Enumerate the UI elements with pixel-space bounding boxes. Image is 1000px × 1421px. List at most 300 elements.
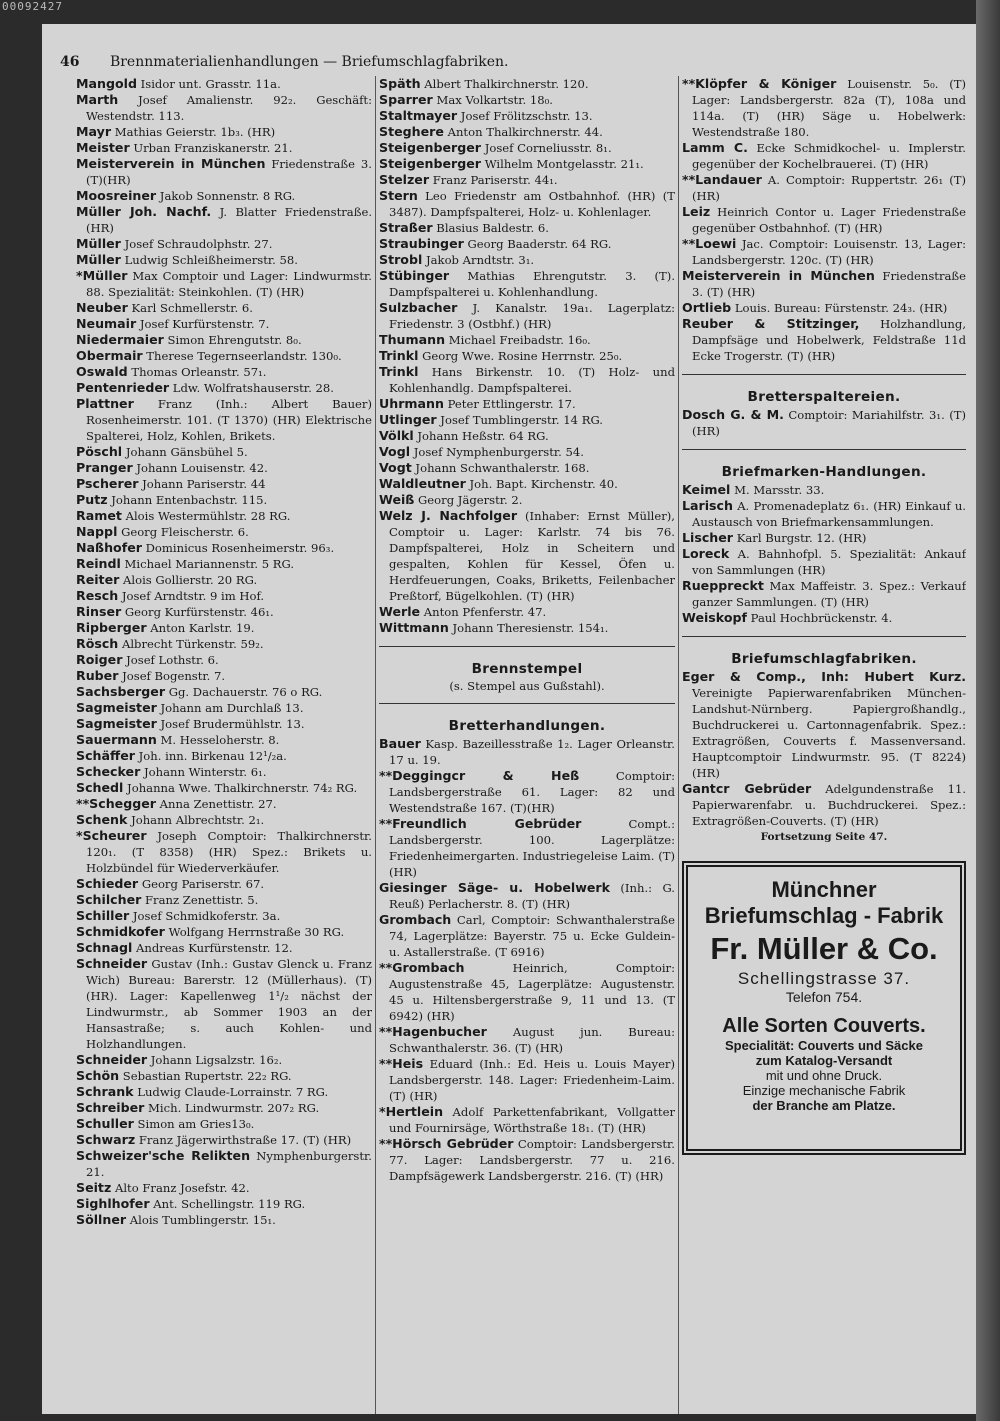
entry-details: Mich. Lindwurmstr. 207₂ RG. — [144, 1101, 320, 1115]
entry-name: Strobl — [379, 252, 423, 267]
entry-details: (Inhaber: Ernst Müller), Comptoir u. Lager: Karlstr. 74 bis 76. Dampfspalterei, Holz in Scheitern und gespalten, Kohlen für Kessel, Öfen u. Herdfeuerungen, Coaks, Briketts, Feilenbacher Preßtorf, Bügelkohlen. (T) (HR) — [389, 509, 675, 603]
directory-entry — [379, 332, 675, 348]
entry-details: Heinrich, Comptoir: Augustenstraße 45, Lagerplätze: Augustenstr. 45 u. Hiltensbergerstraße 9, 11 und 13. (T 6942) (HR) — [389, 961, 675, 1023]
page-number: 46 — [60, 54, 80, 70]
directory-entry — [76, 748, 372, 764]
directory-entry — [76, 396, 372, 444]
page-header — [60, 54, 960, 76]
entry-name: Reiter — [76, 572, 120, 587]
entry-details: Heinrich Contor u. Lager Friedenstraße gegenüber Ostbahnhof. (T) (HR) — [692, 205, 966, 235]
entry-details: Simon am Gries13₀. — [133, 1117, 255, 1131]
entry-details: Max Volkartstr. 18₀. — [432, 93, 553, 107]
directory-entry — [682, 482, 966, 498]
entry-details: Thomas Orleanstr. 57₁. — [127, 365, 267, 379]
entry-name: Reindl — [76, 556, 121, 571]
directory-entry — [76, 588, 372, 604]
entry-name: Pscherer — [76, 476, 139, 491]
entry-list — [682, 76, 966, 364]
entry-details: Dominicus Rosenheimerstr. 96₃. — [141, 541, 335, 555]
entry-details: Michael Mariannenstr. 5 RG. — [120, 557, 295, 571]
directory-entry — [682, 268, 966, 300]
entry-details: Josef Frölitzschstr. 13. — [457, 109, 593, 123]
entry-name: Naßhofer — [76, 540, 142, 555]
entry-details: Sebastian Rupertstr. 22₂ RG. — [119, 1069, 292, 1083]
directory-entry — [76, 876, 372, 892]
entry-name: Moosreiner — [76, 188, 157, 203]
entry-details: Georg Wwe. Rosine Herrnstr. 25₀. — [418, 349, 623, 363]
entry-details: M. Hesseloherstr. 8. — [156, 733, 280, 747]
entry-details: Hans Birkenstr. 10. (T) Holz- und Kohlenhandlg. Dampfspalterei. — [389, 365, 675, 395]
directory-entry — [379, 960, 675, 1024]
entry-details: Peter Ettlingerstr. 17. — [443, 397, 576, 411]
continuation-note: Fortsetzung Seite 47. — [760, 831, 888, 843]
entry-details: Georg Jägerstr. 2. — [414, 493, 523, 507]
directory-entry — [76, 524, 372, 540]
entry-details: Alois Tumblingerstr. 15₁. — [126, 1213, 276, 1227]
entry-name: Lamm C. — [682, 140, 748, 155]
directory-entry — [76, 668, 372, 684]
directory-entry — [76, 1100, 372, 1116]
entry-name: Sagmeister — [76, 700, 157, 715]
entry-list — [682, 482, 966, 626]
directory-entry — [76, 620, 372, 636]
directory-entry — [379, 444, 675, 460]
page-title: Brennmaterialienhandlungen — Briefumschlagfabriken. — [109, 54, 509, 70]
entry-name: Schnagl — [76, 940, 133, 955]
entry-details: Leo Friedenstr am Ostbahnhof. (HR) (T 3487). Dampfspalterei, Holz- u. Kohlenlager. — [389, 189, 675, 219]
directory-entry — [76, 508, 372, 524]
ad-line: Einzige mechanische Fabrik — [742, 1083, 906, 1098]
entry-name: **Hagenbucher — [379, 1024, 487, 1039]
directory-entry — [76, 796, 372, 812]
entry-details: Joh. Bapt. Kirchenstr. 40. — [465, 477, 618, 491]
entry-name: **Heis — [379, 1056, 424, 1071]
entry-details: Anton Thalkirchnerstr. 44. — [443, 125, 603, 139]
directory-entry — [76, 652, 372, 668]
directory-entry — [682, 204, 966, 236]
entry-name: Schneider — [76, 1052, 148, 1067]
entry-name: Welz J. Nachfolger — [379, 508, 518, 523]
directory-entry — [682, 316, 966, 364]
directory-entry — [379, 736, 675, 768]
entry-details: Therese Tegernseerlandstr. 130₀. — [142, 349, 342, 363]
entry-details: Johann am Durchlaß 13. — [156, 701, 304, 715]
entry-details: Josef Tumblingerstr. 14 RG. — [436, 413, 603, 427]
entry-details: Friedenstraße 3. (T)(HR) — [86, 157, 372, 187]
directory-entry — [379, 604, 675, 620]
directory-entry — [682, 610, 966, 626]
entry-details: Wolfgang Herrnstraße 30 RG. — [164, 925, 345, 939]
entry-details: Jakob Arndtstr. 3₁. — [422, 253, 535, 267]
entry-name: Marth — [76, 92, 119, 107]
section-title-brennstempel: Brennstempel — [471, 661, 583, 677]
entry-name: Müller — [76, 236, 121, 251]
entry-details: Comptoir: Landsbergerstraße 61. Lager: 82 und Westendstraße 167. (T)(HR) — [389, 769, 675, 815]
directory-entry — [76, 556, 372, 572]
entry-name: Mayr — [76, 124, 112, 139]
book-edge — [976, 0, 1000, 1421]
column-left — [76, 76, 372, 1228]
entry-name: Schweizer'sche Relikten — [76, 1148, 251, 1163]
entry-name: Ramet — [76, 508, 122, 523]
entry-name: Vogt — [379, 460, 412, 475]
directory-entry — [379, 620, 675, 636]
directory-entry — [379, 188, 675, 220]
directory-entry — [76, 364, 372, 380]
section-title-bretterhandlungen: Bretterhandlungen. — [448, 718, 606, 734]
entry-name: Völkl — [379, 428, 414, 443]
entry-name: Steigenberger — [379, 156, 482, 171]
directory-entry — [76, 764, 372, 780]
entry-details: Kasp. Bazeillesstraße 1₂. Lager Orleanstr. 17 u. 19. — [389, 737, 675, 767]
entry-details: Ludwig Claude-Lorrainstr. 7 RG. — [133, 1085, 329, 1099]
entry-name: Rinser — [76, 604, 122, 619]
entry-details: M. Marsstr. 33. — [730, 483, 825, 497]
entry-details: Albert Thalkirchnerstr. 120. — [420, 77, 589, 91]
entry-name: Müller — [76, 252, 121, 267]
ad-address: Schellingstrasse 37. — [737, 969, 911, 988]
entry-name: Leiz — [682, 204, 711, 219]
section-divider — [682, 374, 966, 375]
directory-entry — [76, 1180, 372, 1196]
entry-details: Franz (Inh.: Albert Bauer) Rosenheimerstr. 101. (T 1370) (HR) Elektrische Spalterei, Holz, Kohlen, Brikets. — [86, 397, 372, 443]
directory-entry — [379, 156, 675, 172]
directory-entry — [76, 380, 372, 396]
directory-entry — [682, 236, 966, 268]
entry-name: Sachsberger — [76, 684, 166, 699]
section-title-bretterspaltereien: Bretterspaltereien. — [747, 389, 901, 405]
entry-name: Lischer — [682, 530, 734, 545]
entry-details: Franz Jägerwirthstraße 17. (T) (HR) — [135, 1133, 352, 1147]
entry-name: Schiller — [76, 908, 130, 923]
entry-name: Stelzer — [379, 172, 430, 187]
entry-name: Reuber & Stitzinger, — [682, 316, 860, 331]
entry-name: Rösch — [76, 636, 119, 651]
directory-entry — [76, 236, 372, 252]
directory-entry — [76, 300, 372, 316]
entry-details: Mathias Ehrengutstr. 3. (T). Dampfspalterei u. Kohlenhandlung. — [389, 269, 675, 299]
entry-name: **Loewi — [682, 236, 737, 251]
directory-entry — [379, 492, 675, 508]
entry-name: Ruber — [76, 668, 119, 683]
entry-details: Josef Lothstr. 6. — [122, 653, 219, 667]
directory-entry — [76, 76, 372, 92]
entry-name: Sparrer — [379, 92, 433, 107]
entry-details: Josef Bogenstr. 7. — [118, 669, 226, 683]
directory-entry — [682, 546, 966, 578]
entry-name: **Hörsch Gebrüder — [379, 1136, 514, 1151]
entry-details: Josef Schraudolphstr. 27. — [120, 237, 273, 251]
entry-details: Alois Gollierstr. 20 RG. — [119, 573, 258, 587]
entry-details: Johann Ligsalzstr. 16₂. — [147, 1053, 283, 1067]
directory-entry — [76, 1068, 372, 1084]
entry-name: Niedermaier — [76, 332, 164, 347]
directory-entry — [76, 540, 372, 556]
entry-details: Mathias Geierstr. 1b₃. (HR) — [111, 125, 276, 139]
section-divider — [682, 449, 966, 450]
directory-entry — [379, 300, 675, 332]
entry-name: Waldleutner — [379, 476, 466, 491]
column-divider — [375, 76, 376, 1414]
directory-entry — [379, 364, 675, 396]
entry-name: Vogl — [379, 444, 411, 459]
directory-page — [42, 24, 976, 1414]
entry-details: Comptoir: Mariahilfstr. 3₁. (T) (HR) — [692, 408, 966, 438]
section-title-briefmarken: Briefmarken-Handlungen. — [721, 464, 927, 480]
directory-entry — [76, 444, 372, 460]
entry-details: Gg. Dachauerstr. 76 o RG. — [165, 685, 323, 699]
directory-entry — [76, 684, 372, 700]
entry-details: Adolf Parkettenfabrikant, Vollgatter und Fournirsäge, Wörthstraße 18₁. (T) (HR) — [389, 1105, 675, 1135]
entry-details: Josef Kurfürstenstr. 7. — [136, 317, 270, 331]
entry-name: Schedl — [76, 780, 124, 795]
entry-details: (Inh.: G. Reuß) Perlacherstr. 8. (T) (HR) — [389, 881, 675, 911]
entry-details: Simon Ehrengutstr. 8₀. — [163, 333, 302, 347]
entry-list — [379, 736, 675, 1184]
entry-name: Söllner — [76, 1212, 127, 1227]
directory-entry — [76, 1148, 372, 1180]
entry-name: Stübinger — [379, 268, 450, 283]
directory-entry — [76, 812, 372, 828]
directory-entry — [682, 172, 966, 204]
directory-entry — [379, 1104, 675, 1136]
entry-details: Andreas Kurfürstenstr. 12. — [132, 941, 293, 955]
entry-details: Joseph Comptoir: Thalkirchnerstr. 120₁. (T 8358) (HR) Spez.: Brikets u. Holzbündel für Wiederverkäufer. — [86, 829, 372, 875]
entry-name: Schreiber — [76, 1100, 145, 1115]
entry-name: Staltmayer — [379, 108, 458, 123]
directory-entry — [76, 268, 372, 300]
directory-entry — [76, 732, 372, 748]
entry-details: Josef Schmidkoferstr. 3a. — [129, 909, 281, 923]
entry-name: Pöschl — [76, 444, 123, 459]
entry-details: Josef Amalienstr. 92₂. Geschäft: Westendstr. 113. — [86, 93, 372, 123]
entry-details: Vereinigte Papierwarenfabriken München-Landshut-Nürnberg. Papiergroßhandlg., Buchdruckerei u. Cartonnagenfabrik. Spez.: Extragrößen, Couverts f. Massenversand. Hauptcomptoir Lindwurmstr. 95. (T 8224) (HR) — [692, 686, 966, 780]
entry-details: Johann Theresienstr. 154₁. — [448, 621, 609, 635]
directory-entry — [682, 407, 966, 439]
entry-name: Grombach — [379, 912, 452, 927]
entry-details: Johann Pariserstr. 44 — [138, 477, 266, 491]
directory-entry — [682, 140, 966, 172]
entry-name: Neumair — [76, 316, 137, 331]
entry-details: Georg Kurfürstenstr. 46₁. — [121, 605, 274, 619]
directory-entry — [76, 204, 372, 236]
entry-name: Mangold — [76, 76, 137, 91]
entry-list — [682, 669, 966, 829]
ad-phone: Telefon 754. — [785, 989, 863, 1005]
directory-entry — [682, 669, 966, 781]
directory-entry — [682, 498, 966, 530]
directory-entry — [76, 492, 372, 508]
directory-entry — [379, 108, 675, 124]
entry-details: Albrecht Türkenstr. 59₂. — [118, 637, 264, 651]
entry-name: Weiskopf — [682, 610, 747, 625]
entry-details: Anton Pfenferstr. 47. — [420, 605, 547, 619]
directory-entry — [379, 1024, 675, 1056]
entry-details: Johann Schwanthalerstr. 168. — [411, 461, 590, 475]
entry-details: August jun. Bureau: Schwanthalerstr. 36. (T) (HR) — [389, 1025, 675, 1055]
entry-details: Jac. Comptoir: Louisenstr. 13, Lager: Landsbergerstr. 120c. (T) (HR) — [692, 237, 966, 267]
entry-details: A. Comptoir: Ruppertstr. 26₁ (T) (HR) — [692, 173, 966, 203]
advertisement-box — [682, 861, 966, 1155]
ad-headline: Alle Sorten Couverts. — [722, 1015, 926, 1037]
entry-name: Meisterverein in München — [76, 156, 266, 171]
entry-name: Meister — [76, 140, 130, 155]
entry-details: Johann Albrechtstr. 2₁. — [127, 813, 265, 827]
ad-line: Münchner — [771, 877, 877, 902]
entry-details: Blasius Baldestr. 6. — [432, 221, 549, 235]
entry-details: Comptoir: Landsbergerstr. 77. Lager: Landsbergerstr. 77 u. 216. Dampfsägewerk Landsbergerstr. 216. (T) (HR) — [389, 1137, 675, 1183]
entry-list — [379, 76, 675, 636]
directory-entry — [379, 1056, 675, 1104]
entry-name: Dosch G. & M. — [682, 407, 784, 422]
entry-name: Pranger — [76, 460, 133, 475]
entry-name: **Deggingcr & Heß — [379, 768, 580, 783]
directory-entry — [76, 476, 372, 492]
entry-name: Eger & Comp., Inh: Hubert Kurz. — [682, 669, 966, 684]
entry-name: Schrank — [76, 1084, 134, 1099]
directory-entry — [379, 92, 675, 108]
entry-name: Schecker — [76, 764, 141, 779]
entry-details: A. Bahnhofpl. 5. Spezialität: Ankauf von Sammlungen (HR) — [692, 547, 966, 577]
section-divider — [379, 646, 675, 647]
directory-entry — [76, 1196, 372, 1212]
scan-id-label: 00092427 — [2, 0, 63, 13]
entry-name: **Schegger — [76, 796, 156, 811]
entry-details: J. Blatter Friedenstraße. (HR) — [86, 205, 372, 235]
directory-entry — [76, 1084, 372, 1100]
entry-details: Urban Franziskanerstr. 21. — [129, 141, 293, 155]
entry-name: Ortlieb — [682, 300, 732, 315]
ad-line: Specialität: Couverts und Säcke — [725, 1038, 923, 1053]
entry-details: Johann Gänsbühel 5. — [122, 445, 248, 459]
entry-details: Wilhelm Montgelasstr. 21₁. — [481, 157, 644, 171]
entry-details: Max Maffeistr. 3. Spez.: Verkauf ganzer Sammlungen. (T) (HR) — [692, 579, 966, 609]
entry-name: Ripberger — [76, 620, 147, 635]
entry-details: Carl, Comptoir: Schwanthalerstraße 74, Lagerplätze: Bayerstr. 75 u. Ecke Guldein- u. Astallerstraße. (T 6916) — [389, 913, 675, 959]
entry-details: Nymphenburgerstr. 21. — [86, 1149, 372, 1179]
entry-details: Ludwig Schleißheimerstr. 58. — [120, 253, 298, 267]
directory-entry — [379, 172, 675, 188]
entry-name: Späth — [379, 76, 421, 91]
entry-name: Sulzbacher — [379, 300, 458, 315]
directory-entry — [379, 396, 675, 412]
ad-line: Briefumschlag - Fabrik — [704, 903, 944, 928]
entry-name: Utlinger — [379, 412, 437, 427]
entry-list — [76, 76, 372, 1228]
entry-details: Max Comptoir und Lager: Lindwurmstr. 88. Spezialität: Steinkohlen. (T) (HR) — [86, 269, 372, 299]
directory-entry — [379, 912, 675, 960]
directory-entry — [76, 636, 372, 652]
column-divider — [678, 76, 679, 1414]
directory-entry — [379, 428, 675, 444]
directory-entry — [682, 578, 966, 610]
entry-details: Gustav (Inh.: Gustav Glenck u. Franz Wich) Bureau: Barerstr. 12 (Müllerhaus). (T) (HR). Lager: Kapellenweg 1¹/₂ nächst der Lindwurmstr., ab Sommer 1903 an der Hansastraße; s. auch Kohlen- und Holzhandlungen. — [86, 957, 372, 1051]
directory-entry — [76, 780, 372, 796]
section-divider — [379, 703, 675, 704]
entry-details: Georg Pariserstr. 67. — [138, 877, 265, 891]
entry-name: Straßer — [379, 220, 433, 235]
entry-name: Larisch — [682, 498, 733, 513]
entry-details: Karl Burgstr. 12. (HR) — [733, 531, 867, 545]
entry-name: Seitz — [76, 1180, 112, 1195]
entry-details: Isidor unt. Grasstr. 11a. — [137, 77, 281, 91]
directory-entry — [379, 76, 675, 92]
entry-details: Eduard (Inh.: Ed. Heis u. Louis Mayer) Landsbergerstr. 148. Lager: Friedenheim-Laim. (T) (HR) — [389, 1057, 675, 1103]
entry-name: Steigenberger — [379, 140, 482, 155]
entry-name: **Klöpfer & Königer — [682, 76, 837, 91]
entry-name: Bauer — [379, 736, 421, 751]
directory-entry — [682, 530, 966, 546]
entry-name: Schön — [76, 1068, 120, 1083]
directory-entry — [76, 716, 372, 732]
entry-details: Jakob Sonnenstr. 8 RG. — [156, 189, 296, 203]
directory-entry — [379, 220, 675, 236]
directory-entry — [379, 236, 675, 252]
entry-name: Keimel — [682, 482, 731, 497]
column-right — [682, 76, 966, 1155]
directory-entry — [379, 252, 675, 268]
directory-entry — [379, 816, 675, 880]
entry-details: Paul Hochbrückenstr. 4. — [746, 611, 893, 625]
directory-entry — [76, 1212, 372, 1228]
directory-entry — [76, 252, 372, 268]
entry-name: Obermair — [76, 348, 143, 363]
entry-details: Ant. Schellingstr. 119 RG. — [149, 1197, 306, 1211]
column-middle — [379, 76, 675, 1184]
directory-entry — [76, 1132, 372, 1148]
directory-entry — [682, 76, 966, 140]
section-title-briefumschlag: Briefumschlagfabriken. — [731, 651, 917, 667]
directory-entry — [76, 188, 372, 204]
directory-entry — [76, 1052, 372, 1068]
entry-details: Johanna Wwe. Thalkirchnerstr. 74₂ RG. — [123, 781, 358, 795]
directory-entry — [76, 348, 372, 364]
ad-company-name: Fr. Müller & Co. — [710, 931, 938, 966]
entry-name: Neuber — [76, 300, 128, 315]
ad-line: zum Katalog-Versandt — [755, 1053, 893, 1068]
directory-entry — [682, 781, 966, 829]
directory-entry — [76, 908, 372, 924]
directory-entry — [76, 316, 372, 332]
entry-name: *Scheurer — [76, 828, 147, 843]
entry-name: Trinkl — [379, 348, 419, 363]
directory-entry — [379, 1136, 675, 1184]
directory-entry — [76, 940, 372, 956]
directory-entry — [76, 828, 372, 876]
entry-details: J. Kanalstr. 19a₁. Lagerplatz: Friedenstr. 3 (Ostbhf.) (HR) — [389, 301, 675, 331]
directory-entry — [76, 140, 372, 156]
directory-entry — [379, 412, 675, 428]
entry-details: Alto Franz Josefstr. 42. — [111, 1181, 250, 1195]
entry-name: **Landauer — [682, 172, 762, 187]
entry-name: Stern — [379, 188, 418, 203]
directory-entry — [76, 156, 372, 188]
entry-name: Schuller — [76, 1116, 134, 1131]
directory-entry — [682, 300, 966, 316]
entry-name: Trinkl — [379, 364, 419, 379]
entry-details: Louisenstr. 5₀. (T) Lager: Landsbergerstr. 82a (T), 108a und 114a. (T) (HR) Säge u. Hobelwerk: Westendstraße 180. — [692, 77, 966, 139]
entry-name: Schwarz — [76, 1132, 136, 1147]
entry-name: Wittmann — [379, 620, 449, 635]
entry-name: Plattner — [76, 396, 134, 411]
directory-entry — [379, 268, 675, 300]
directory-entry — [76, 572, 372, 588]
entry-details: Josef Arndtstr. 9 im Hof. — [118, 589, 265, 603]
entry-name: Nappl — [76, 524, 118, 539]
entry-details: Karl Schmellerstr. 6. — [127, 301, 253, 315]
entry-details: Johann Entenbachstr. 115. — [107, 493, 268, 507]
entry-name: Schieder — [76, 876, 139, 891]
